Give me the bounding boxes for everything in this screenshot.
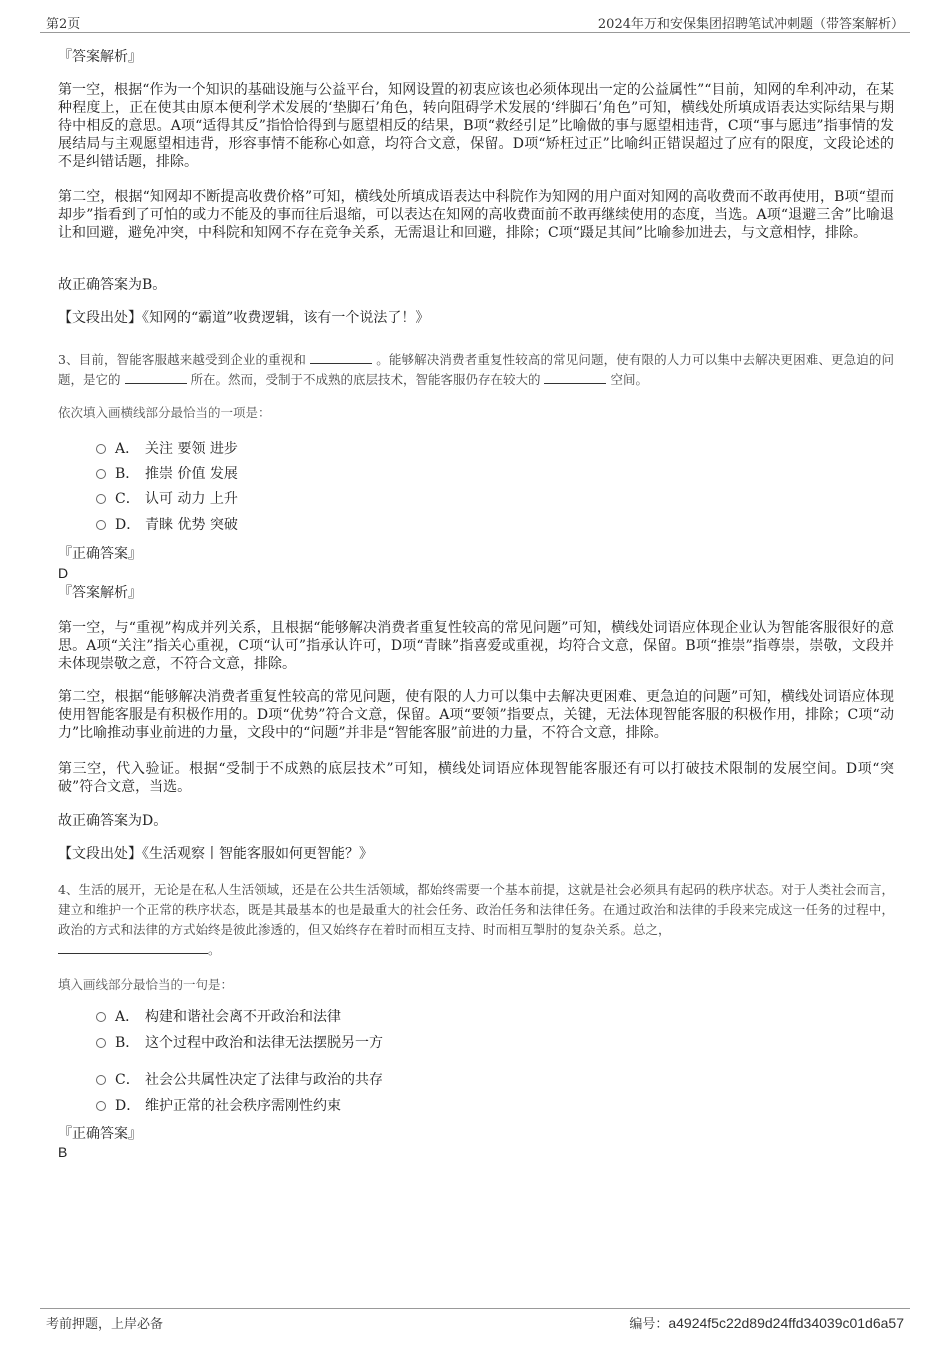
q3-blank-1 [310,351,372,364]
q3-stem-part-3: 所在。然而，受制于不成熟的底层技术，智能客服仍存在较大的 [190,372,541,387]
q4-answer-label: 『正确答案』 [58,1126,142,1142]
q3-stem-part-1: 3、目前，智能客服越来越受到企业的重视和 [58,352,307,367]
option-text: 构建和谐社会离不开政治和法律 [145,1009,341,1025]
q2-analysis-paragraph-2: 第二空，根据“知网却不断提高收费价格”可知，横线处所填成语表达中科院作为知网的用户面对知网的高收费而不敢再使用，B项“望而却步”指看到了可怕的或力不能及的事而往后退缩，可以表达在知网的高收费面前不敢再继续使用的态度，当选。A项“退避三舍”比喻退让和回避，避免冲突，中科院和知网不存在竞争关系，无需退让和回避，排除；C项“蹑足其间”比喻参加进去，与文意相悖，排除。 [58,189,894,241]
radio-icon[interactable] [96,520,106,530]
q3-stem-part-2: 。能够解决消费者重复性较高的常见问题，使有限的人力可以集中去解决更困难、更急迫的问题，是它的 [58,352,894,387]
q3-stem [58,350,894,390]
q2-source: 【文段出处】《知网的“霸道”收费逻辑，该有一个说法了！》 [58,310,430,326]
footer-slogan: 考前押题，上岸必备 [46,1317,164,1332]
q3-option-d[interactable] [96,515,238,535]
q4-option-a[interactable] [96,1007,341,1027]
q4-stem-text: 4、生活的展开，无论是在私人生活领域，还是在公共生活领域，都始终需要一个基本前提，这就是社会必须具有起码的秩序状态。对于人类社会而言，建立和维护一个正常的秩序状态，既是其最基本的也是最重大的社会任务、政治任务和法律任务。在通过政治和法律的手段来完成这一任务的过程中，政治的方式和法律的方式始终是彼此渗透的，但又始终存在着时而相互支持、时而相互掣肘的复杂关系。总之， [58,882,894,937]
radio-icon[interactable] [96,1101,106,1111]
option-text: 关注 要领 进步 [145,441,238,457]
page-footer [40,1308,910,1331]
q3-blank-3 [544,371,606,384]
q4-answer: B [58,1144,68,1160]
q3-conclusion: 故正确答案为D。 [58,813,168,829]
q3-option-a[interactable] [96,439,238,459]
q3-blank-2 [125,371,187,384]
code-value: a4924f5c22d89d24ffd34039c01d6a57 [668,1315,904,1331]
document-code [629,1313,904,1332]
q3-analysis-paragraph-3: 第三空，代入验证。根据“受制于不成熟的底层技术”可知，横线处词语应体现智能客服还有可以打破技术限制的发展空间。D项“突破”符合文意，当选。 [58,761,894,795]
option-text: 认可 动力 上升 [145,491,238,507]
radio-icon[interactable] [96,1075,106,1085]
q3-analysis-paragraph-2: 第二空，根据“能够解决消费者重复性较高的常见问题，使有限的人力可以集中去解决更困难、更急迫的问题”可知，横线处词语应体现使用智能客服是有积极作用的。D项“优势”符合文意，保留。A项“要领”指要点，关键，无法体现智能客服的积极作用，排除；C项“动力”比喻推动事业前进的力量，文段中的“问题”并非是“智能客服”前进的力量，不符合文意，排除。 [58,689,894,741]
radio-icon[interactable] [96,444,106,454]
option-key: D． [115,1098,141,1114]
option-text: 青睐 优势 突破 [145,517,238,533]
q4-option-d[interactable] [96,1096,341,1116]
option-key: C． [115,491,140,507]
option-text: 这个过程中政治和法律无法摆脱另一方 [145,1035,383,1051]
option-text: 推崇 价值 发展 [145,466,238,482]
q3-option-b[interactable] [96,464,238,484]
q3-answer-label: 『正确答案』 [58,546,142,562]
q4-instruction: 填入画线部分最恰当的一句是： [58,977,234,992]
q4-option-b[interactable] [96,1033,383,1053]
option-text: 社会公共属性决定了法律与政治的共存 [145,1072,383,1088]
option-key: B． [115,1035,140,1051]
q4-stem [58,880,894,960]
q3-answer: D [58,565,69,581]
radio-icon[interactable] [96,1012,106,1022]
q3-stem-part-4: 空间。 [610,372,648,387]
option-text: 维护正常的社会秩序需刚性约束 [145,1098,341,1114]
q4-stem-end: 。 [208,942,221,957]
q3-source: 【文段出处】《生活观察丨智能客服如何更智能？》 [58,846,373,862]
option-key: D． [115,517,141,533]
q4-blank [58,941,208,954]
q3-analysis-label: 『答案解析』 [58,585,142,601]
page-number: 第2页 [46,17,81,32]
radio-icon[interactable] [96,1038,106,1048]
q4-option-c[interactable] [96,1070,383,1090]
q2-analysis-paragraph-1: 第一空，根据“作为一个知识的基础设施与公益平台，知网设置的初衷应该也必须体现出一定的公益属性”“目前，知网的牟利冲动，在某种程度上，正在使其由原本便利学术发展的‘垫脚石’角色，转向阻碍学术发展的‘绊脚石’角色”可知，横线处所填成语表达实际结果与期待中相反的意思。A项“适得其反”指恰恰得到与愿望相反的结果，B项“救经引足”比喻做的事与愿望相违背，C项“事与愿违”指事情的发展结局与主观愿望相违背，形容事情不能称心如意，均符合文意，保留。D项“矫枉过正”比喻纠正错误超过了应有的限度，文段论述的不是纠错话题，排除。 [58,82,894,170]
q3-instruction: 依次填入画横线部分最恰当的一项是： [58,405,271,420]
q3-option-c[interactable] [96,489,238,509]
q2-conclusion: 故正确答案为B。 [58,277,167,293]
document-title: 2024年万和安保集团招聘笔试冲刺题（带答案解析） [597,17,904,32]
option-key: B． [115,466,140,482]
q2-analysis-label: 『答案解析』 [58,49,142,65]
radio-icon[interactable] [96,469,106,479]
q3-analysis-paragraph-1: 第一空，与“重视”构成并列关系，且根据“能够解决消费者重复性较高的常见问题”可知，横线处词语应体现企业认为智能客服很好的意思。A项“关注”指关心重视，C项“认可”指承认许可，D项“青睐”指喜爱或重视，均符合文意，保留。B项“推崇”指尊崇，崇敬，文段并未体现崇敬之意，不符合文意，排除。 [58,620,894,672]
page-header [40,10,910,33]
code-label: 编号： [629,1317,669,1332]
option-key: A． [115,1009,140,1025]
option-key: C． [115,1072,140,1088]
radio-icon[interactable] [96,494,106,504]
option-key: A． [115,441,140,457]
